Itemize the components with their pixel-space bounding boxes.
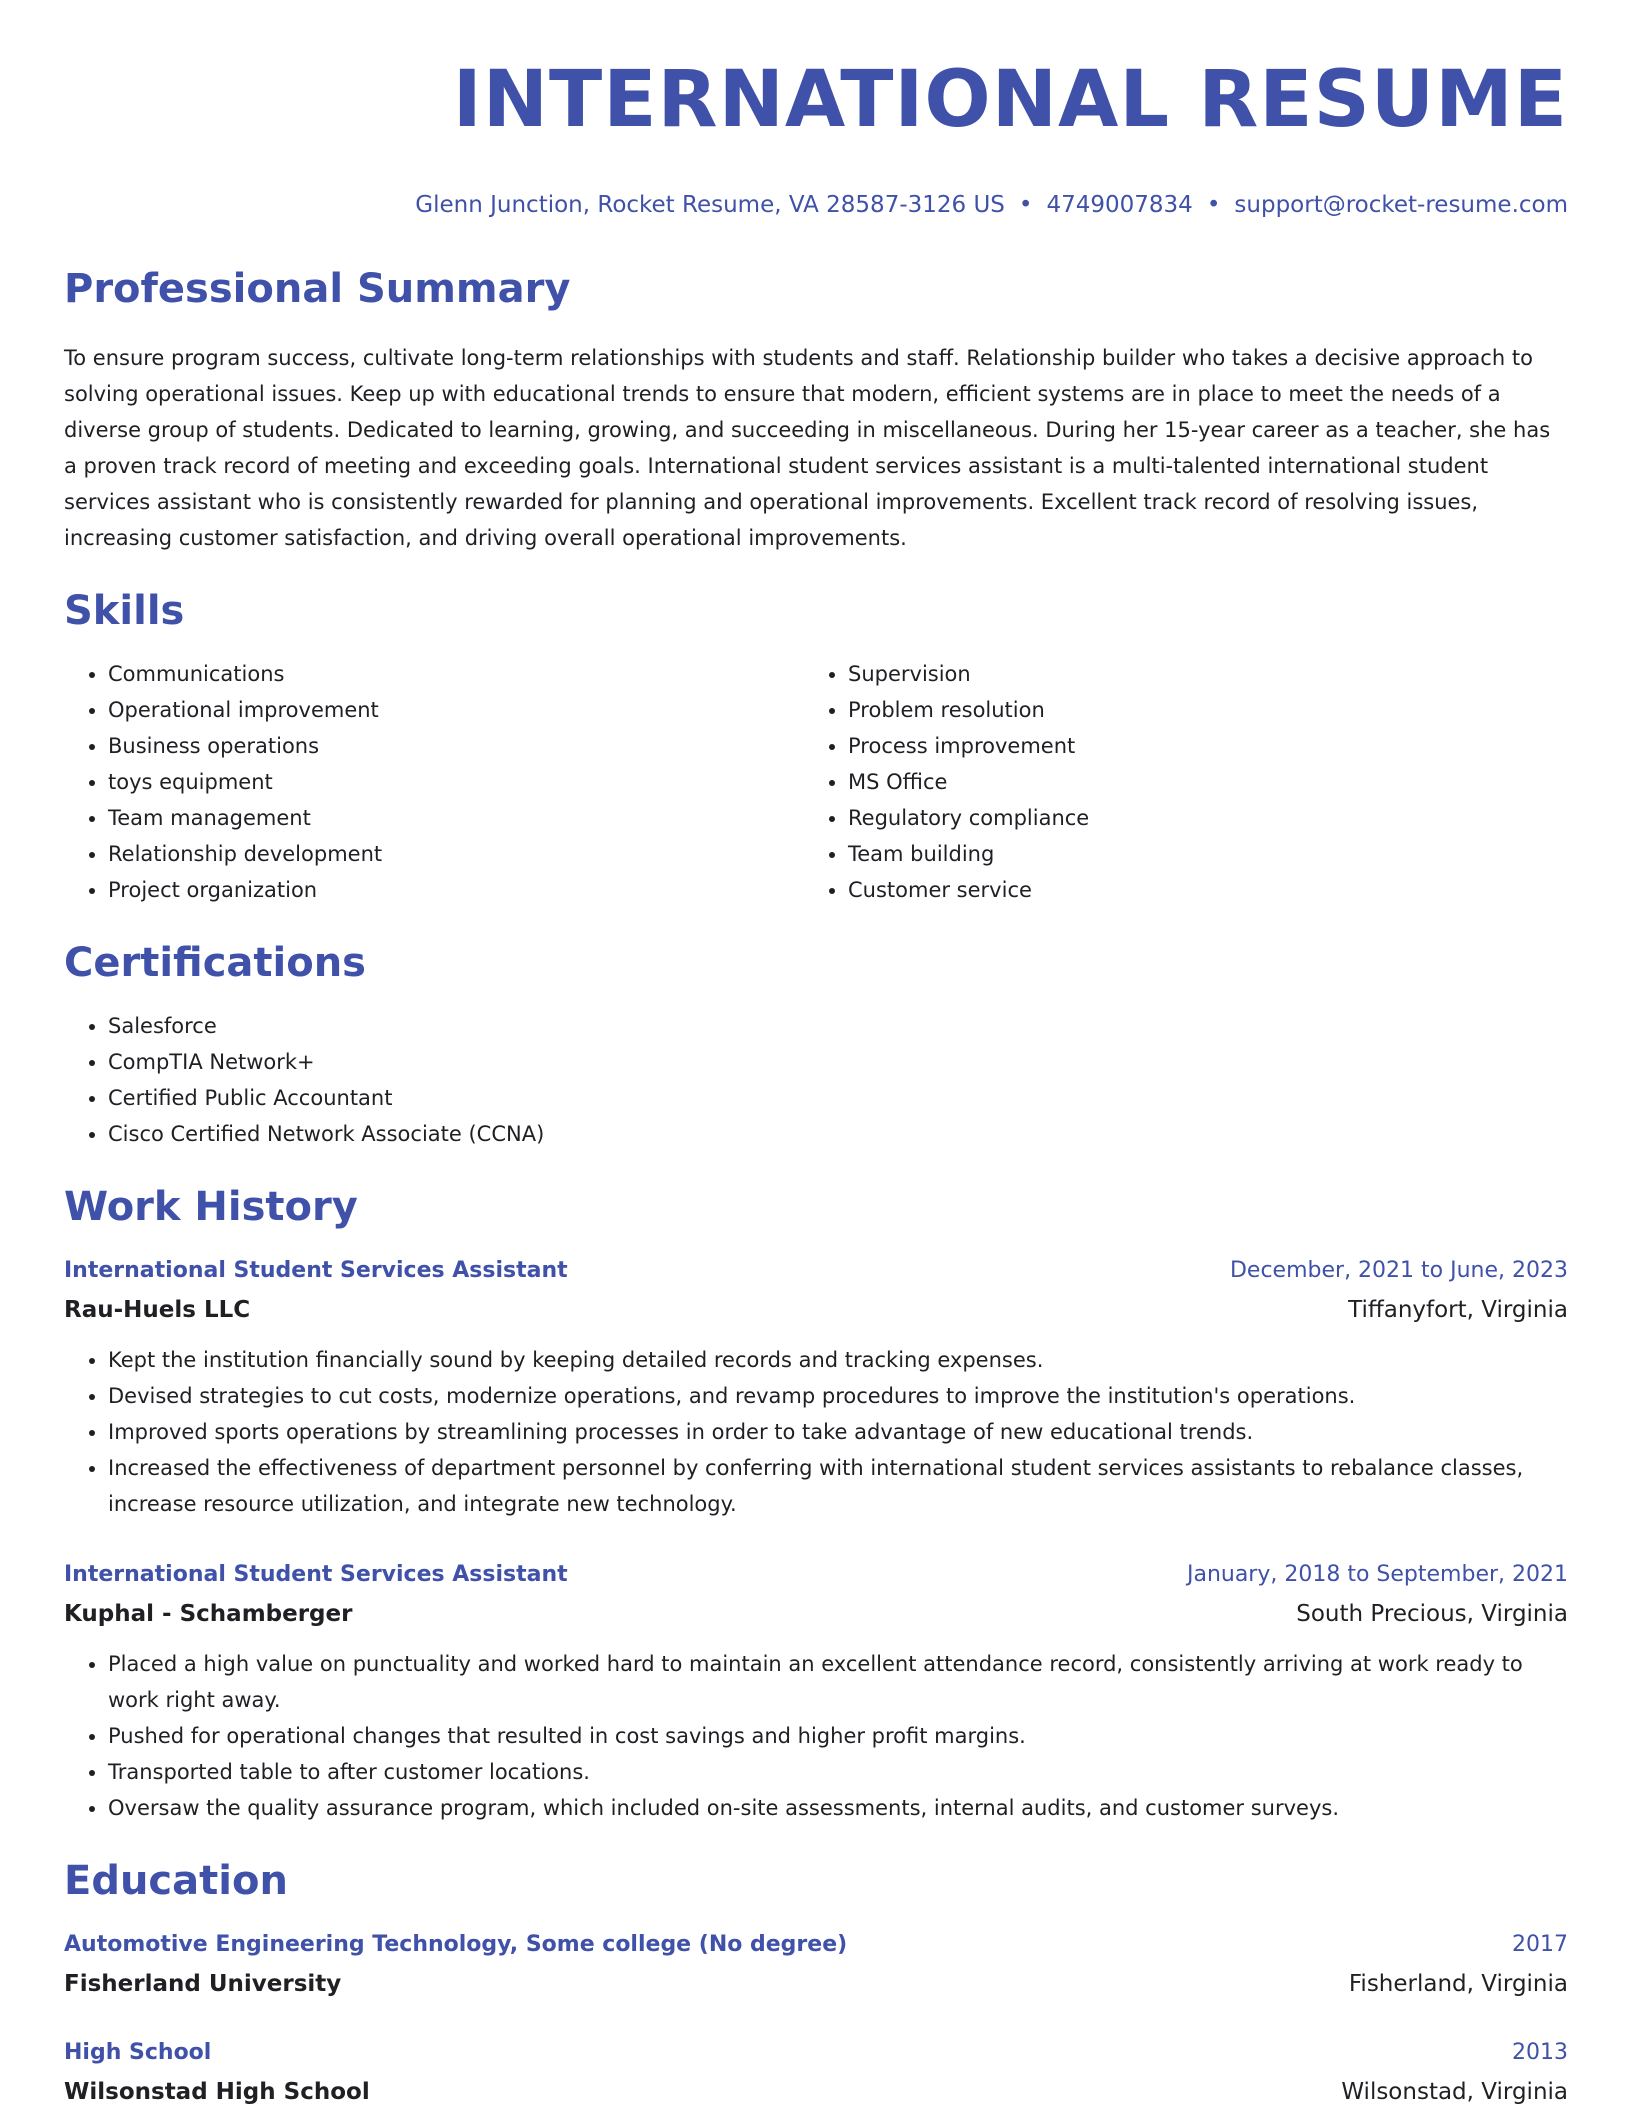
skill-item: • Operational improvement (108, 692, 804, 728)
contact-separator: • (1018, 192, 1033, 218)
job-bullet: • Pushed for operational changes that resulted in cost savings and higher profit margins. (108, 1718, 1568, 1754)
job-bullets (64, 1342, 1568, 1522)
education-location: Fisherland, Virginia (1348, 1971, 1568, 1997)
education-entry (64, 1926, 1568, 2004)
job-dates: December, 2021 to June, 2023 (1229, 1258, 1568, 1283)
skill-item: • Communications (108, 656, 804, 692)
skill-item: • Project organization (108, 872, 804, 908)
skill-item: • Team management (108, 800, 804, 836)
contact-separator: • (1206, 192, 1221, 218)
job-bullet: • Oversaw the quality assurance program, which included on-site assessments, internal audits, and customer surveys. (108, 1790, 1568, 1826)
job-header-row (64, 1252, 1568, 1290)
resume-name: INTERNATIONAL RESUME (452, 55, 1568, 145)
certification-item: • Cisco Certified Network Associate (CCNA) (108, 1116, 1568, 1152)
education-school: Fisherland University (64, 1971, 342, 1997)
job-location: South Precious, Virginia (1296, 1601, 1568, 1627)
education-entry (64, 2034, 1568, 2112)
education-year: 2017 (1512, 1932, 1568, 1957)
summary-text: To ensure program success, cultivate long-term relationships with students and staff. Relationship builder who takes a decisive approach to solving operational issues. Keep up with educational trends to ensure that modern, efficient systems are in place to meet the needs of a diverse group of students. Dedicated to learning, growing, and succeeding in miscellaneous. During her 15-year career as a teacher, she has a proven track record of meeting and exceeding goals. International student services assistant is a multi-talented international student services assistant who is consistently rewarded for planning and operational improvements. Excellent track record of resolving issues, increasing customer satisfaction, and driving overall operational improvements. (64, 346, 1551, 550)
skills-column-right (804, 656, 1544, 908)
education-school-row (64, 1964, 1568, 2004)
job-dates: January, 2018 to September, 2021 (1186, 1562, 1568, 1587)
education-year: 2013 (1512, 2040, 1568, 2065)
job-bullet: • Devised strategies to cut costs, modernize operations, and revamp procedures to improve the institution's operations. (108, 1378, 1568, 1414)
certification-item: • Salesforce (108, 1008, 1568, 1044)
job-bullet: • Increased the effectiveness of department personnel by conferring with international student services assistants to rebalance classes, increase resource utilization, and integrate new technology. (108, 1450, 1568, 1522)
section-title-education: Education (64, 1858, 288, 1904)
contact-address: Glenn Junction, Rocket Resume, VA 28587-3126 US (415, 192, 1005, 218)
job-company-row (64, 1290, 1568, 1330)
skill-item: • MS Office (848, 764, 1544, 800)
job-bullet: • Transported table to after customer locations. (108, 1754, 1568, 1790)
section-title-skills: Skills (64, 588, 185, 634)
skills-list-right (804, 656, 1544, 908)
job-company: Kuphal - Schamberger (64, 1601, 353, 1627)
skills-column-left (64, 656, 804, 908)
certification-item: • Certified Public Accountant (108, 1080, 1568, 1116)
contact-email[interactable]: support@rocket-resume.com (1234, 192, 1568, 218)
job-company: Rau-Huels LLC (64, 1297, 251, 1323)
education-degree: Automotive Engineering Technology, Some college (No degree) (64, 1932, 848, 1957)
job-entry (64, 1252, 1568, 1522)
skill-item: • Problem resolution (848, 692, 1544, 728)
job-role: International Student Services Assistant (64, 1258, 568, 1283)
skill-item: • Regulatory compliance (848, 800, 1544, 836)
job-bullet: • Improved sports operations by streamlining processes in order to take advantage of new educational trends. (108, 1414, 1568, 1450)
certification-item: • CompTIA Network+ (108, 1044, 1568, 1080)
section-title-summary: Professional Summary (64, 266, 571, 312)
job-entry (64, 1556, 1568, 1826)
skill-item: • Customer service (848, 872, 1544, 908)
section-title-work-history: Work History (64, 1184, 358, 1230)
skills-list-left (64, 656, 804, 908)
skill-item: • toys equipment (108, 764, 804, 800)
job-header-row (64, 1556, 1568, 1594)
contact-line (64, 190, 1568, 220)
education-header-row (64, 1926, 1568, 1964)
job-bullet: • Placed a high value on punctuality and worked hard to maintain an excellent attendance record, consistently arriving at work ready to work right away. (108, 1646, 1568, 1718)
job-bullet: • Kept the institution financially sound by keeping detailed records and tracking expenses. (108, 1342, 1568, 1378)
skill-item: • Team building (848, 836, 1544, 872)
contact-phone: 4749007834 (1046, 192, 1193, 218)
education-degree: High School (64, 2040, 212, 2065)
education-location: Wilsonstad, Virginia (1341, 2079, 1568, 2105)
skill-item: • Relationship development (108, 836, 804, 872)
resume-header (64, 48, 1568, 220)
section-title-certifications: Certifications (64, 940, 366, 986)
job-company-row (64, 1594, 1568, 1634)
skill-item: • Business operations (108, 728, 804, 764)
job-location: Tiffanyfort, Virginia (1348, 1297, 1568, 1323)
skill-item: • Supervision (848, 656, 1544, 692)
education-school: Wilsonstad High School (64, 2079, 370, 2105)
job-bullets (64, 1646, 1568, 1826)
education-header-row (64, 2034, 1568, 2072)
job-role: International Student Services Assistant (64, 1562, 568, 1587)
certifications-list (64, 1008, 1568, 1152)
skills-grid (64, 656, 1568, 908)
education-school-row (64, 2072, 1568, 2112)
skill-item: • Process improvement (848, 728, 1544, 764)
